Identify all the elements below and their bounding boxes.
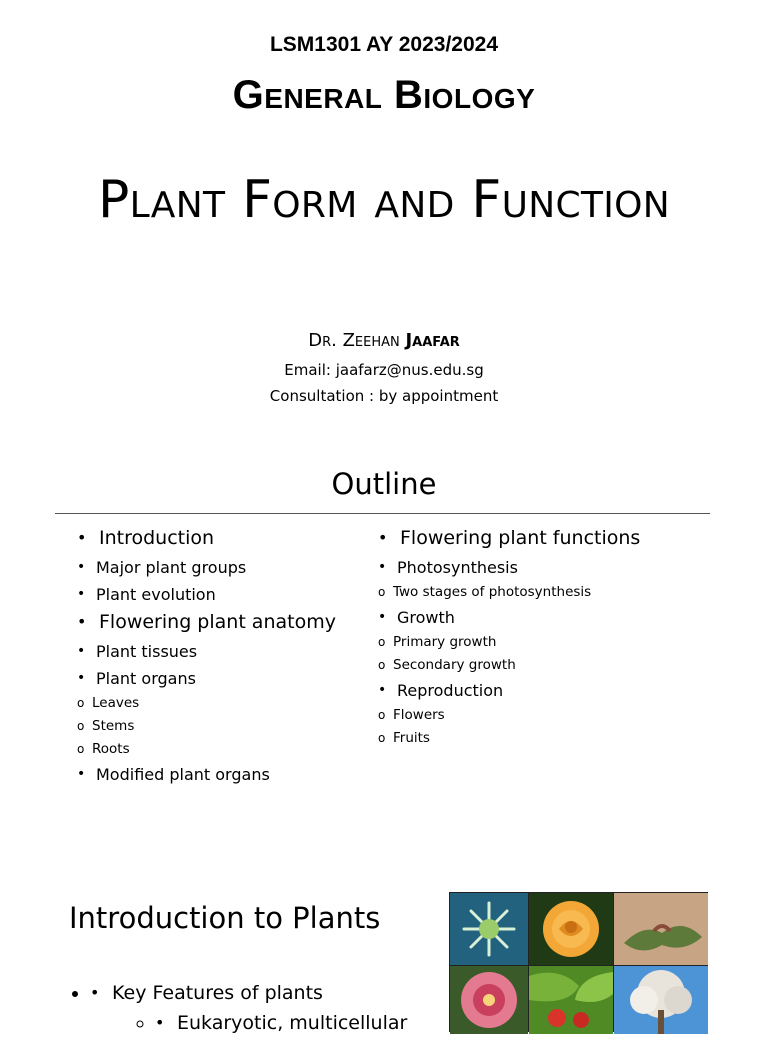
list-item-label: Flowers xyxy=(393,707,445,723)
list-item-label: Roots xyxy=(92,741,130,757)
consultation-info: Consultation : by appointment xyxy=(269,387,499,405)
plant-photo-grid xyxy=(449,892,708,1032)
bullet-icon: o xyxy=(77,696,85,710)
bullet-icon: o xyxy=(378,658,386,672)
lecturer-first-name: Zeehan xyxy=(342,330,400,351)
intro-heading: Introduction to Plants xyxy=(69,901,381,935)
intro-bullet-list xyxy=(50,963,407,1053)
bullet-icon: • xyxy=(77,559,86,575)
lecturer-name xyxy=(0,330,768,351)
list-item xyxy=(378,727,640,750)
list-item xyxy=(77,554,336,581)
course-title: General Biology xyxy=(232,73,536,117)
list-item-label: Growth xyxy=(397,608,455,627)
list-item xyxy=(77,761,336,788)
bullet-icon: • • xyxy=(90,983,100,1002)
bullet-icon: • xyxy=(378,528,388,547)
welwitschia-photo xyxy=(614,893,708,965)
list-item-label: Flowering plant anatomy xyxy=(99,611,336,633)
list-item xyxy=(378,524,640,552)
bullet-icon: • xyxy=(77,612,87,631)
lecturer-surname: Jaafar xyxy=(405,330,460,351)
list-item-label: Key Features of plants xyxy=(112,982,323,1004)
lecturer-title: Dr. xyxy=(308,330,337,351)
list-item xyxy=(77,738,336,761)
outline-divider xyxy=(55,513,710,514)
list-item-label: Reproduction xyxy=(397,681,504,700)
list-item-label: Flowering plant functions xyxy=(400,527,641,549)
bullet-icon: • xyxy=(77,643,86,659)
list-item xyxy=(77,638,336,665)
desmid-algae-photo xyxy=(450,893,528,965)
list-item xyxy=(77,665,336,692)
list-item-label: Plant organs xyxy=(96,669,196,688)
bullet-icon: • xyxy=(378,559,387,575)
list-item xyxy=(378,677,640,704)
list-item xyxy=(378,581,640,604)
lecture-title: Plant Form and Function xyxy=(97,170,671,230)
list-item-label: Stems xyxy=(92,718,135,734)
course-code: LSM1301 AY 2023/2024 xyxy=(269,33,499,56)
list-item-label: Two stages of photosynthesis xyxy=(393,584,592,600)
list-item-label: Primary growth xyxy=(393,634,497,650)
list-item-label: Secondary growth xyxy=(393,657,516,673)
bullet-icon: o xyxy=(378,731,386,745)
list-item xyxy=(378,654,640,677)
list-item xyxy=(378,631,640,654)
lecturer-email: Email: jaafarz@nus.edu.sg xyxy=(284,361,484,379)
bullet-icon: o xyxy=(77,742,85,756)
bullet-icon: • xyxy=(77,766,86,782)
list-item-label: Plant evolution xyxy=(96,585,216,604)
list-item xyxy=(378,704,640,727)
bullet-icon: o xyxy=(77,719,85,733)
list-item-label: Plant tissues xyxy=(96,642,198,661)
bullet-icon: • xyxy=(77,586,86,602)
list-item-label: Leaves xyxy=(92,695,140,711)
bullet-icon: • xyxy=(378,682,387,698)
outline-left-column xyxy=(77,524,336,788)
list-item-label: Eukaryotic, multicellular xyxy=(177,1012,408,1034)
list-item xyxy=(378,604,640,631)
orange-rose-photo xyxy=(529,893,613,965)
list-item xyxy=(77,692,336,715)
list-item-label: Major plant groups xyxy=(96,558,247,577)
list-item-label: Introduction xyxy=(99,527,215,549)
list-item-label: Modified plant organs xyxy=(96,765,270,784)
outline-right-column xyxy=(378,524,640,750)
list-item xyxy=(77,608,336,636)
bullet-icon: • xyxy=(77,528,87,547)
list-item-label: Fruits xyxy=(393,730,430,746)
list-item xyxy=(155,1009,407,1037)
list-item xyxy=(77,581,336,608)
list-item xyxy=(77,715,336,738)
bullet-icon: o xyxy=(378,585,386,599)
bullet-icon: o xyxy=(378,708,386,722)
list-item xyxy=(378,554,640,581)
outline-heading: Outline xyxy=(331,467,437,501)
list-item-label: Photosynthesis xyxy=(397,558,518,577)
bullet-icon: • xyxy=(378,609,387,625)
bullet-icon: • xyxy=(77,670,86,686)
bullet-icon: ◦ • xyxy=(155,1013,165,1032)
bullet-icon: o xyxy=(378,635,386,649)
list-item xyxy=(77,524,336,552)
list-item xyxy=(90,979,407,1007)
